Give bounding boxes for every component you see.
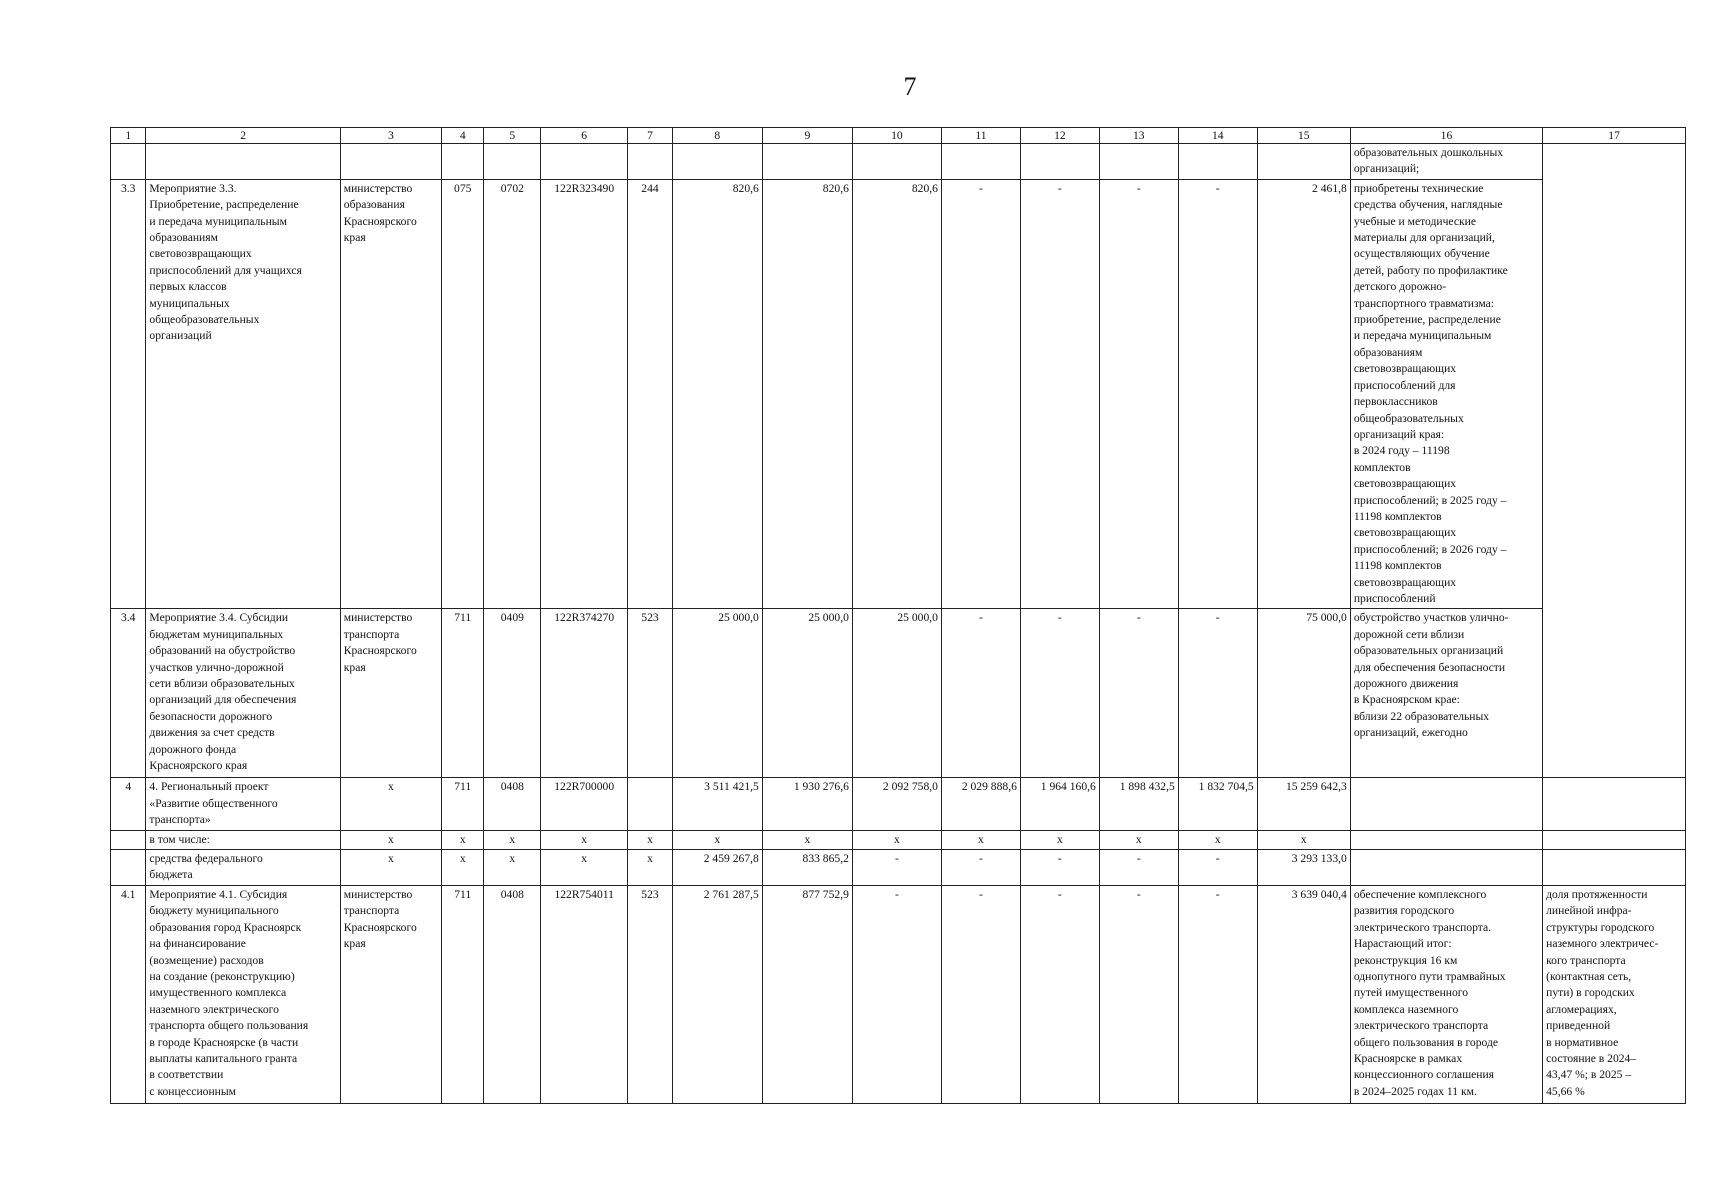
- amount-cell: -: [1178, 179, 1257, 609]
- amount-cell: 833 865,2: [762, 850, 852, 886]
- column-number: 3: [340, 128, 441, 144]
- table-cell: х: [1257, 830, 1350, 849]
- column-number: 17: [1543, 128, 1686, 144]
- table-cell: [1099, 144, 1178, 180]
- event-name: средства федерального бюджета: [146, 850, 340, 886]
- row-number: [111, 830, 146, 849]
- amount-cell: -: [1178, 609, 1257, 778]
- column-number: 11: [941, 128, 1020, 144]
- budget-table: [110, 127, 1686, 1104]
- expense-type: 523: [628, 886, 673, 1104]
- table-cell: [852, 144, 941, 180]
- section-code: 0408: [484, 886, 541, 1104]
- amount-cell: -: [1020, 886, 1099, 1104]
- amount-cell: -: [941, 179, 1020, 609]
- responsible-agency: х: [340, 778, 441, 830]
- table-cell: [541, 144, 628, 180]
- column-number: 16: [1350, 128, 1542, 144]
- table-row: [111, 886, 1686, 1104]
- column-number: 8: [672, 128, 762, 144]
- table-cell: х: [340, 830, 441, 849]
- amount-cell: -: [852, 850, 941, 886]
- section-code: 0702: [484, 179, 541, 609]
- result-cell: обустройство участков улично- дорожной сети вблизи образовательных организаций для обеспечения безопасности дорожного движения в Красноярском крае: вблизи 22 образовательных организаций, ежегодно: [1350, 609, 1542, 778]
- table-cell: [672, 144, 762, 180]
- amount-cell: 3 511 421,5: [672, 778, 762, 830]
- amount-cell: 25 000,0: [762, 609, 852, 778]
- table-cell: [1020, 144, 1099, 180]
- table-cell: х: [441, 830, 484, 849]
- table-cell: х: [441, 850, 484, 886]
- target-article: 122R323490: [541, 179, 628, 609]
- table-cell: х: [762, 830, 852, 849]
- amount-cell: 820,6: [672, 179, 762, 609]
- column-number: 14: [1178, 128, 1257, 144]
- event-name: Мероприятие 4.1. Субсидия бюджету муниципального образования город Красноярск на финансирование (возмещение) расходов на создание (реконструкцию) имущественного комплекса наземного электрического транспорта общего пользования в городе Красноярске (в части выплаты капитального гранта в соответствии с концессионным: [146, 886, 340, 1104]
- table-row: [111, 144, 1686, 180]
- amount-cell: 1 898 432,5: [1099, 778, 1178, 830]
- row-number: 3.4: [111, 609, 146, 778]
- table-cell: х: [1020, 830, 1099, 849]
- table-cell: [941, 144, 1020, 180]
- total-cell: 3 293 133,0: [1257, 850, 1350, 886]
- amount-cell: 2 459 267,8: [672, 850, 762, 886]
- expense-type: 523: [628, 609, 673, 778]
- row-number: [111, 850, 146, 886]
- responsible-agency: министерство образования Красноярского края: [340, 179, 441, 609]
- table-cell: х: [628, 850, 673, 886]
- indicator-cell: [1543, 830, 1686, 849]
- page-number: 7: [903, 72, 917, 101]
- indicator-cell: [1543, 144, 1686, 778]
- amount-cell: 1 930 276,6: [762, 778, 852, 830]
- table-cell: [628, 144, 673, 180]
- table-cell: х: [1099, 830, 1178, 849]
- amount-cell: -: [1020, 609, 1099, 778]
- amount-cell: 25 000,0: [672, 609, 762, 778]
- amount-cell: 1 964 160,6: [1020, 778, 1099, 830]
- grbs-code: 711: [441, 778, 484, 830]
- result-cell: обеспечение комплексного развития городского электрического транспорта. Нарастающий итог: реконструкция 16 км однопутного пути трамвайных путей имущественного комплекса наземного электрического транспорта общего пользования в городе Красноярске в рамках концессионного соглашения в 2024–2025 годах 11 км.: [1350, 886, 1542, 1104]
- expense-type: [628, 778, 673, 830]
- table-cell: х: [628, 830, 673, 849]
- column-number: 5: [484, 128, 541, 144]
- table-row: [111, 179, 1686, 609]
- section-code: 0409: [484, 609, 541, 778]
- table-cell: х: [941, 830, 1020, 849]
- target-article: 122R374270: [541, 609, 628, 778]
- table-cell: [484, 144, 541, 180]
- table-cell: [1257, 144, 1350, 180]
- amount-cell: -: [1099, 886, 1178, 1104]
- amount-cell: -: [1020, 179, 1099, 609]
- table-cell: [146, 144, 340, 180]
- amount-cell: 2 092 758,0: [852, 778, 941, 830]
- amount-cell: 2 029 888,6: [941, 778, 1020, 830]
- column-number: 1: [111, 128, 146, 144]
- event-name: Мероприятие 3.3. Приобретение, распределение и передача муниципальным образованиям световозвращающих приспособлений для учащихся первых классов муниципальных общеобразовательных организаций: [146, 179, 340, 609]
- amount-cell: 820,6: [762, 179, 852, 609]
- table-cell: х: [340, 850, 441, 886]
- grbs-code: 711: [441, 609, 484, 778]
- row-number: 3.3: [111, 179, 146, 609]
- responsible-agency: министерство транспорта Красноярского края: [340, 886, 441, 1104]
- amount-cell: 820,6: [852, 179, 941, 609]
- total-cell: 75 000,0: [1257, 609, 1350, 778]
- column-number: 15: [1257, 128, 1350, 144]
- amount-cell: -: [941, 886, 1020, 1104]
- result-cell: [1350, 830, 1542, 849]
- table-cell: [111, 144, 146, 180]
- result-cell: [1350, 850, 1542, 886]
- amount-cell: -: [941, 850, 1020, 886]
- amount-cell: -: [1099, 609, 1178, 778]
- amount-cell: -: [1099, 179, 1178, 609]
- table-cell: х: [852, 830, 941, 849]
- amount-cell: -: [1178, 850, 1257, 886]
- amount-cell: 877 752,9: [762, 886, 852, 1104]
- column-number: 12: [1020, 128, 1099, 144]
- table-row: [111, 830, 1686, 849]
- expense-type: 244: [628, 179, 673, 609]
- table-cell: х: [672, 830, 762, 849]
- table-cell: [762, 144, 852, 180]
- section-code: 0408: [484, 778, 541, 830]
- amount-cell: -: [852, 886, 941, 1104]
- target-article: 122R754011: [541, 886, 628, 1104]
- total-cell: 2 461,8: [1257, 179, 1350, 609]
- table-cell: х: [541, 850, 628, 886]
- event-name: в том числе:: [146, 830, 340, 849]
- indicator-cell: [1543, 850, 1686, 886]
- result-cell: образовательных дошкольных организаций;: [1350, 144, 1542, 180]
- table-cell: [340, 144, 441, 180]
- target-article: 122R700000: [541, 778, 628, 830]
- table-cell: [441, 144, 484, 180]
- column-number: 6: [541, 128, 628, 144]
- table-cell: х: [541, 830, 628, 849]
- column-number: 4: [441, 128, 484, 144]
- indicator-cell: [1543, 778, 1686, 830]
- table-cell: х: [484, 830, 541, 849]
- table-cell: х: [1178, 830, 1257, 849]
- amount-cell: 2 761 287,5: [672, 886, 762, 1104]
- responsible-agency: министерство транспорта Красноярского края: [340, 609, 441, 778]
- total-cell: 3 639 040,4: [1257, 886, 1350, 1104]
- amount-cell: -: [1178, 886, 1257, 1104]
- amount-cell: -: [1099, 850, 1178, 886]
- column-number: 10: [852, 128, 941, 144]
- indicator-cell: доля протяженности линейной инфра- структуры городского наземного электричес- кого транспорта (контактная сеть, пути) в городских агломерациях, приведенной в нормативное состояние в 2024– 43,47 %; в 2025 – 45,66 %: [1543, 886, 1686, 1104]
- result-cell: приобретены технические средства обучения, наглядные учебные и методические материалы для организаций, осуществляющих обучение детей, работу по профилактике детского дорожно- транспортного травматизма: приобретение, распределение и передача муниципальным образованиям световозвращающих приспособлений для первоклассников общеобразовательных организаций края: в 2024 году – 11198 комплектов световозвращающих приспособлений; в 2025 году – 11198 комплектов световозвращающих приспособлений; в 2026 году – 11198 комплектов световозвращающих приспособлений: [1350, 179, 1542, 609]
- column-number: 9: [762, 128, 852, 144]
- column-number: 13: [1099, 128, 1178, 144]
- grbs-code: 075: [441, 179, 484, 609]
- header-row: [111, 128, 1686, 144]
- table-row: [111, 850, 1686, 886]
- amount-cell: -: [1020, 850, 1099, 886]
- table-row: [111, 609, 1686, 778]
- row-number: 4.1: [111, 886, 146, 1104]
- result-cell: [1350, 778, 1542, 830]
- amount-cell: 25 000,0: [852, 609, 941, 778]
- grbs-code: 711: [441, 886, 484, 1104]
- amount-cell: -: [941, 609, 1020, 778]
- column-number: 2: [146, 128, 340, 144]
- total-cell: 15 259 642,3: [1257, 778, 1350, 830]
- event-name: 4. Региональный проект «Развитие общественного транспорта»: [146, 778, 340, 830]
- amount-cell: 1 832 704,5: [1178, 778, 1257, 830]
- row-number: 4: [111, 778, 146, 830]
- table-cell: [1178, 144, 1257, 180]
- table-row: [111, 778, 1686, 830]
- event-name: Мероприятие 3.4. Субсидии бюджетам муниципальных образований на обустройство участков улично-дорожной сети вблизи образовательных организаций для обеспечения безопасности дорожного движения за счет средств дорожного фонда Красноярского края: [146, 609, 340, 778]
- column-number: 7: [628, 128, 673, 144]
- table-cell: х: [484, 850, 541, 886]
